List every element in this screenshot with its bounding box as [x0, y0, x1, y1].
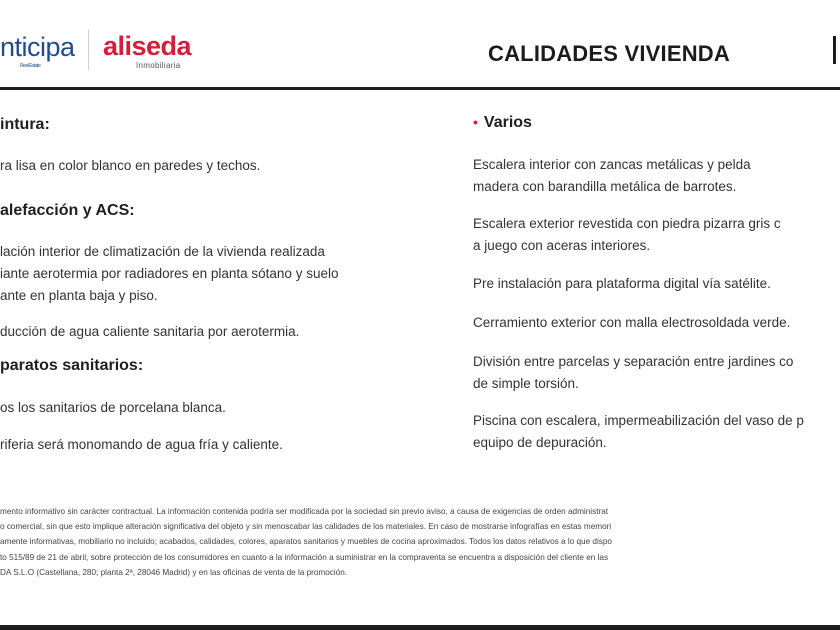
- disclaimer-line: DA S.L.O (Castellana, 280; planta 2ª, 28046 Madrid) y en las oficinas de venta de la promoción.: [0, 567, 348, 577]
- section-title-pintura: intura:: [0, 116, 50, 133]
- sanitarios-paragraph-2: [0, 434, 283, 456]
- text-line: Pre instalación para plataforma digital vía satélite.: [473, 276, 771, 291]
- calefaccion-paragraph-1: [0, 241, 338, 307]
- text-line: ra lisa en color blanco en paredes y techos.: [0, 158, 261, 173]
- anticipa-logo-text: nticipa: [0, 32, 75, 62]
- text-line: Cerramiento exterior con malla electrosoldada verde.: [473, 315, 791, 330]
- text-line: iante aerotermia por radiadores en planta sótano y suelo: [0, 266, 339, 281]
- pintura-text: [0, 155, 260, 177]
- text-line: Escalera exterior revestida con piedra pizarra gris c: [473, 216, 781, 231]
- aliseda-logo: [103, 31, 192, 70]
- header: [0, 0, 840, 88]
- text-line: equipo de depuración.: [473, 435, 607, 450]
- text-line: os los sanitarios de porcelana blanca.: [0, 400, 226, 415]
- disclaimer-line: amente informativas, mobiliario no incluido; acabados, calidades, colores, aparatos sanitarios y muebles de cocina aproximados. Todos los datos relativos a lo que dispo: [0, 537, 612, 547]
- text-line: Piscina con escalera, impermeabilización del vaso de p: [473, 413, 804, 428]
- varios-paragraph-5: [473, 351, 793, 395]
- section-title-calefaccion: alefacción y ACS:: [0, 202, 135, 219]
- aliseda-logo-subtitle: Inmobiliaria: [136, 61, 181, 70]
- varios-paragraph-3: [473, 273, 771, 295]
- disclaimer-line: mento informativo sin carácter contractual. La información contenida podría ser modificada por la sociedad sin previo aviso, a causa de exigencias de orden administrat: [0, 507, 609, 516]
- text-line: lación interior de climatización de la vivienda realizada: [0, 244, 325, 259]
- disclaimer-line: to 515/89 de 21 de abril, sobre protección de los consumidores en cuanto a la información a suministrar en la compraventa se encuentra a disposición del cliente en las: [0, 552, 609, 562]
- text-line: Escalera interior con zancas metálicas y pelda: [473, 157, 751, 172]
- anticipa-logo: [0, 32, 75, 69]
- text-line: a juego con aceras interiores.: [473, 238, 651, 253]
- sanitarios-paragraph-1: [0, 397, 226, 419]
- text-line: División entre parcelas y separación entre jardines co: [473, 354, 794, 369]
- calefaccion-paragraph-2: [0, 321, 299, 343]
- varios-paragraph-2: [473, 213, 781, 257]
- page-title: CALIDADES VIVIENDA: [488, 41, 730, 66]
- header-edge-mark: [833, 36, 836, 64]
- text-line: riferia será monomando de agua fría y caliente.: [0, 437, 283, 452]
- footer-divider: [0, 625, 840, 630]
- section-title-sanitarios: paratos sanitarios:: [0, 357, 144, 374]
- section-title-varios-label: Varios: [483, 114, 532, 131]
- logo-divider: [88, 30, 89, 70]
- disclaimer-line: o comercial, sin que esto implique alteración significativa del objeto y sin menoscabar las calidades de los materiales. En caso de mostrarse infografías en estas memori: [0, 522, 612, 532]
- text-line: madera con barandilla metálica de barrotes.: [473, 179, 737, 194]
- legal-disclaimer: [0, 504, 840, 580]
- anticipa-logo-subtitle: Real Estate: [20, 63, 41, 69]
- header-divider: [0, 87, 840, 90]
- bullet-icon: •: [473, 114, 478, 130]
- text-line: ante en planta baja y piso.: [0, 288, 158, 303]
- section-title-varios: [473, 114, 532, 132]
- varios-paragraph-6: [473, 410, 804, 454]
- text-line: ducción de agua caliente sanitaria por aerotermia.: [0, 324, 300, 339]
- text-line: de simple torsión.: [473, 376, 579, 391]
- varios-paragraph-4: [473, 312, 790, 334]
- varios-paragraph-1: [473, 154, 751, 198]
- aliseda-logo-text: aliseda: [103, 31, 192, 61]
